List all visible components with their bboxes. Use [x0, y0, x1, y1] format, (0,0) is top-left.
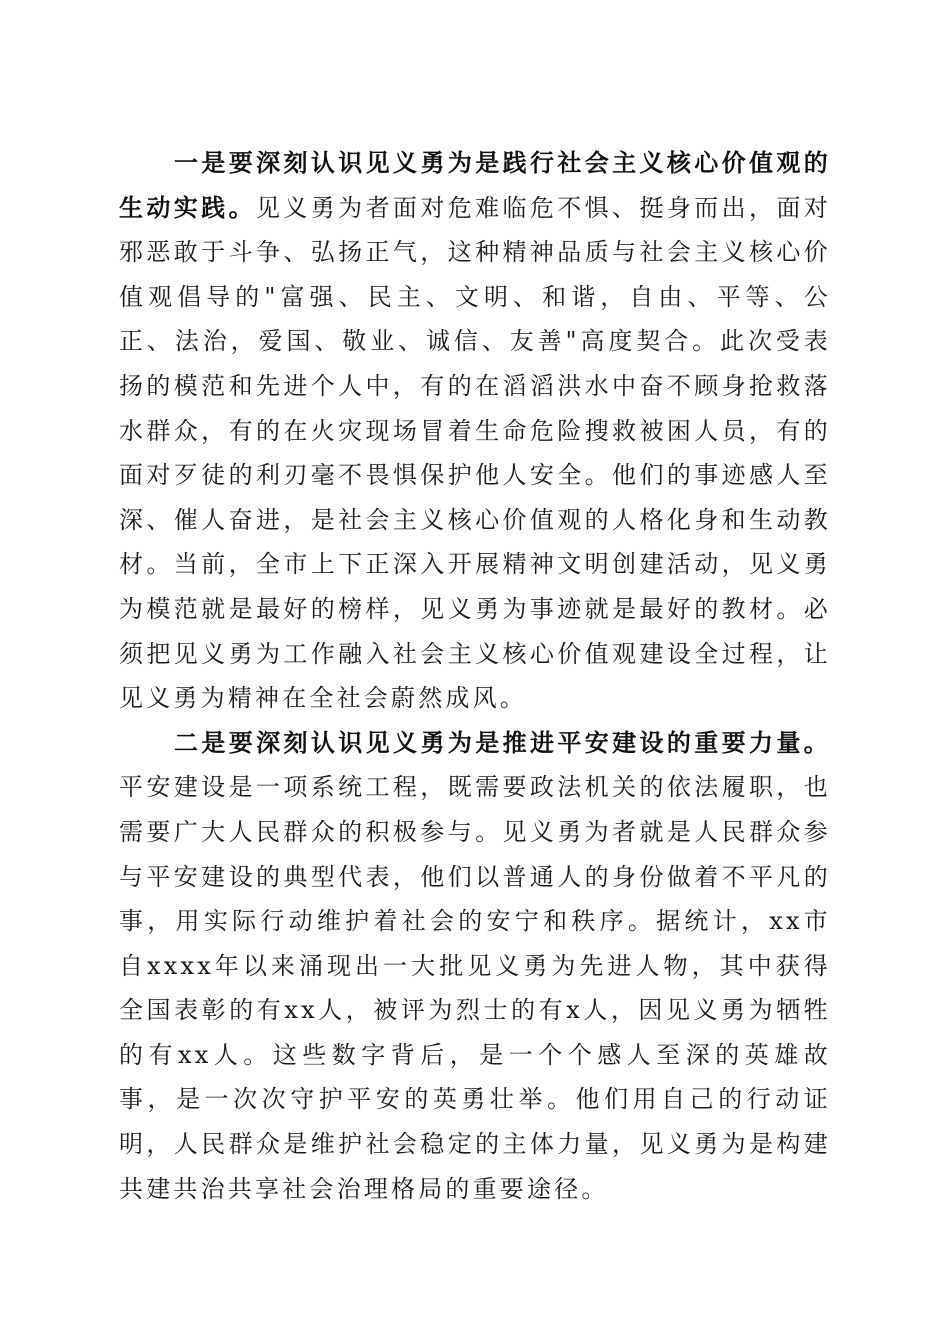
paragraph-2-body: 平安建设是一项系统工程，既需要政法机关的依法履职，也需要广大人民群众的积极参与。见义勇为者就是人民群众参与平安建设的典型代表，他们以普通人的身份做着不平凡的事，用实际行动维护着社会的安宁和秩序。据统计，xx市自xxxx年以来涌现出一大批见义勇为先进人物，其中获得全国表彰的有xx人，被评为烈士的有x人，因见义勇为牺牲的有xx人。这些数字背后，是一个个感人至深的英雄故事，是一次次守护平安的英勇壮举。他们用自己的行动证明，人民群众是维护社会稳定的主体力量，见义勇为是构建共建共治共享社会治理格局的重要途径。	[119, 773, 831, 1203]
document-body	[119, 141, 831, 1211]
paragraph-2	[119, 721, 831, 1212]
paragraph-2-lead: 二是要深刻认识见义勇为是推进平安建设的重要力量。	[174, 727, 831, 757]
paragraph-1	[119, 141, 831, 721]
paragraph-1-lead: 一是要深刻认识见义勇为是践行社会主义核心价值观的生动实践。	[119, 148, 831, 222]
paragraph-1-body: 见义勇为者面对危难临危不惧、挺身而出，面对邪恶敢于斗争、弘扬正气，这种精神品质与社会主义核心价值观倡导的"富强、民主、文明、和谐，自由、平等、公正、法治，爱国、敬业、诚信、友善"高度契合。此次受表扬的模范和先进个人中，有的在滔滔洪水中奋不顾身抢救落水群众，有的在火灾现场冒着生命危险搜救被困人员，有的面对歹徒的利刃毫不畏惧保护他人安全。他们的事迹感人至深、催人奋进，是社会主义核心价值观的人格化身和生动教材。当前，全市上下正深入开展精神文明创建活动，见义勇为模范就是最好的榜样，见义勇为事迹就是最好的教材。必须把见义勇为工作融入社会主义核心价值观建设全过程，让见义勇为精神在全社会蔚然成风。	[119, 193, 832, 713]
